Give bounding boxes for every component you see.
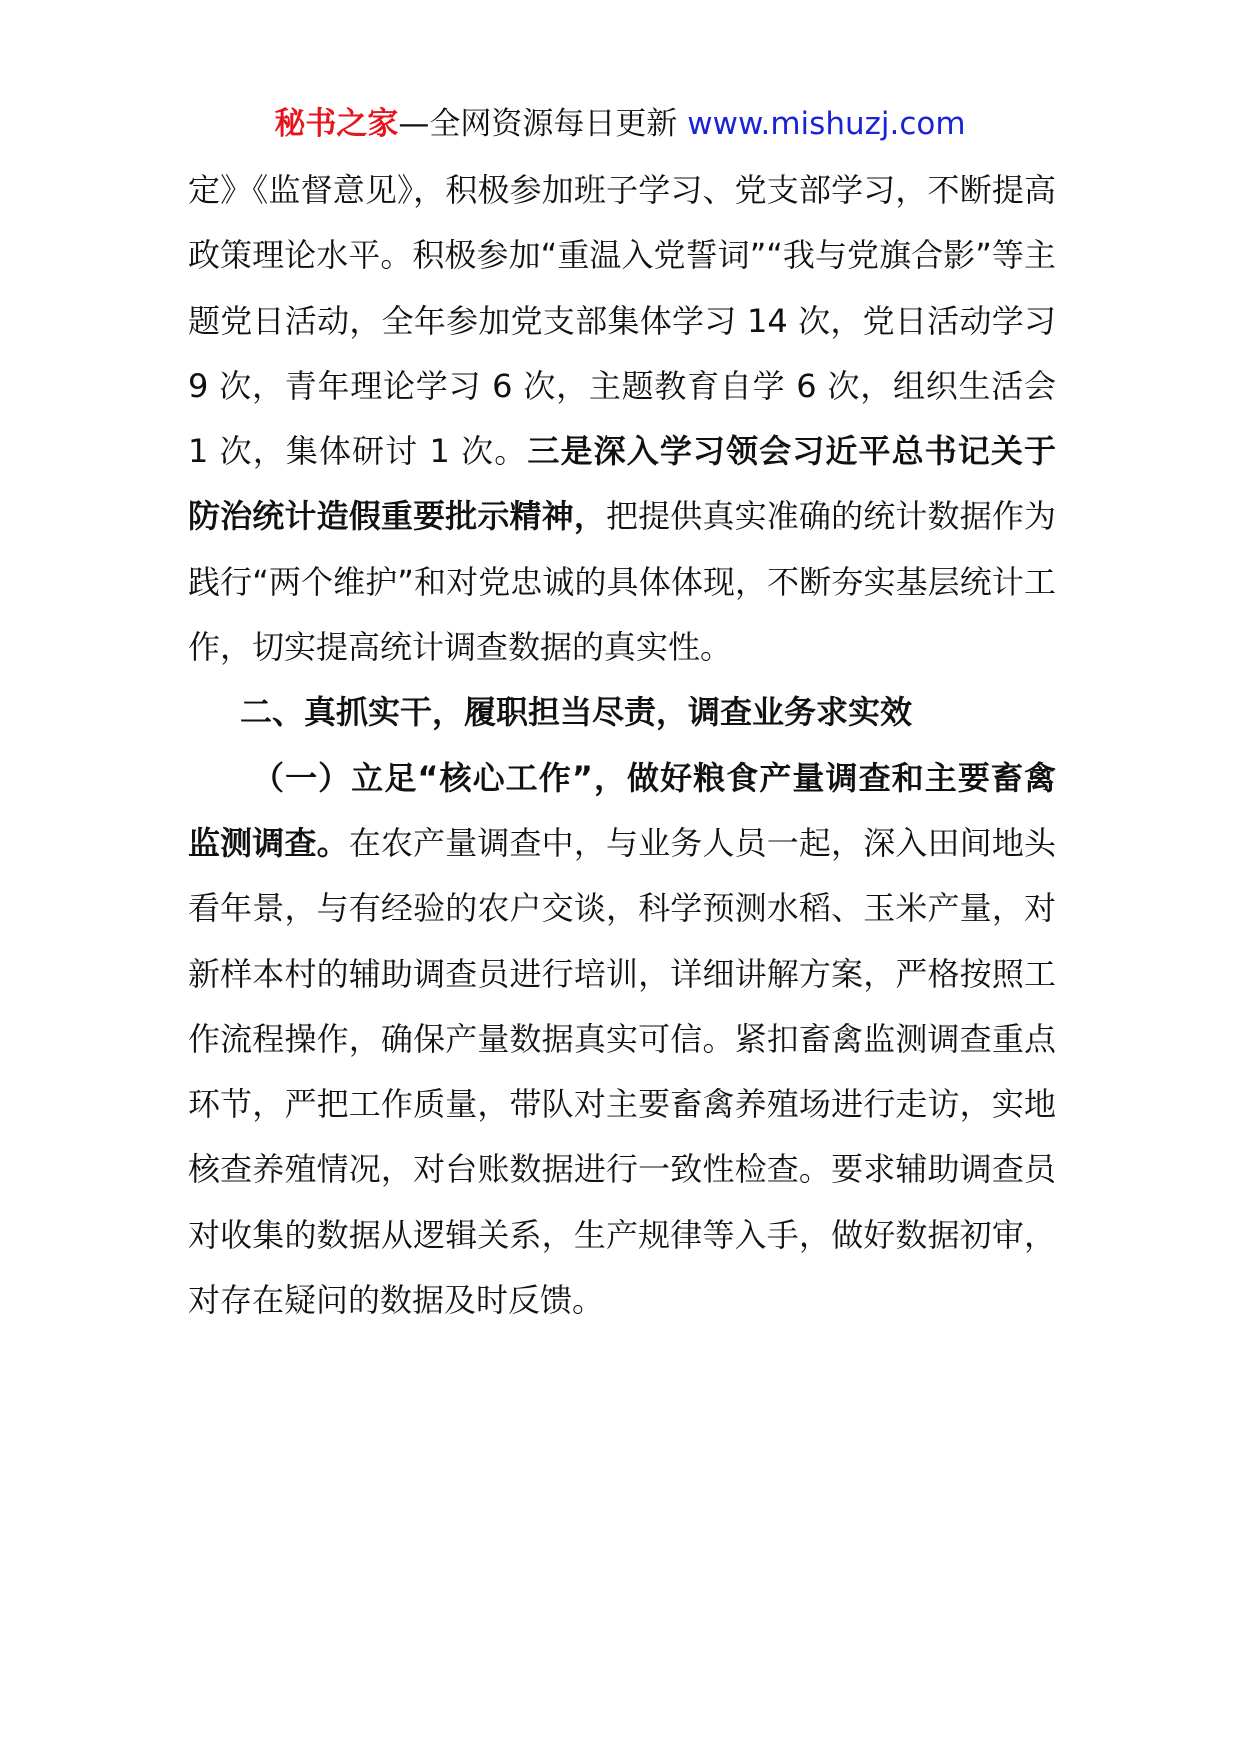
section-heading-2: 二、真抓实干，履职担当尽责，调查业务求实效 (240, 693, 913, 732)
paragraph-survey-bold: （一）立足“核心工作”，做好粮食产量调查和主要畜禽监测调查。 (188, 758, 1056, 862)
paragraph-study-text-2: 把提供真实准确的统计数据作为践行“两个维护”和对党忠诚的具体体现，不断夯实基层统计工作，切实提高统计调查数据的真实性。 (188, 497, 1056, 667)
paragraph-study-text: 定》《监督意见》，积极参加班子学习、党支部学习，不断提高政策理论水平。积极参加“重温入党誓词”“我与党旗合影”等主题党日活动，全年参加党支部集体学习 14 次，党日活动学习 9 次，青年理论学习 6 次，主题教育自学 6 次，组织生活会 1 次，集体研讨 1 次。 (188, 171, 1056, 471)
site-tagline: —全网资源每日更新 (398, 106, 688, 142)
page-header (0, 104, 1240, 144)
paragraph-survey (188, 746, 1056, 1334)
site-brand: 秘书之家 (274, 106, 399, 142)
paragraph-study (188, 158, 1056, 680)
site-url[interactable]: www.mishuzj.com (687, 106, 966, 142)
paragraph-survey-text: 在农产量调查中，与业务人员一起，深入田间地头看年景，与有经验的农户交谈，科学预测水稻、玉米产量，对新样本村的辅助调查员进行培训，详细讲解方案，严格按照工作流程操作，确保产量数据真实可信。紧扣畜禽监测调查重点环节，严把工作质量，带队对主要畜禽养殖场进行走访，实地核查养殖情况，对台账数据进行一致性检查。要求辅助调查员对收集的数据从逻辑关系，生产规律等入手，做好数据初审，对存在疑问的数据及时反馈。 (188, 823, 1056, 1320)
paragraph-study-bold: 三是深入学习领会习近平总书记关于防治统计造假重要批示精神， (188, 432, 1056, 536)
document-body (188, 158, 1056, 1333)
